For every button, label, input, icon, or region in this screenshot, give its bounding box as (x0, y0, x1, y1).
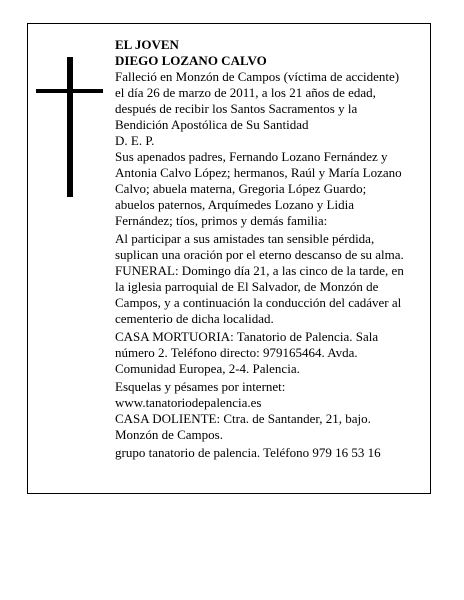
family-line: Fernández; tíos, primos y demás familia: (115, 213, 328, 228)
internet-line: Esquelas y pésames por internet: (115, 379, 286, 394)
family-line: abuelos paternos, Arquímedes Lozano y Lidia (115, 197, 354, 212)
cross-icon-horizontal-bar (36, 89, 103, 93)
deceased-name: DIEGO LOZANO CALVO (115, 53, 267, 68)
family-line: Antonia Calvo López; hermanos, Raúl y María Lozano (115, 165, 402, 180)
funeral-line: Campos, y a continuación la conducción del cadáver al (115, 295, 402, 310)
death-line: Bendición Apostólica de Su Santidad (115, 117, 309, 132)
mortuary-line: número 2. Teléfono directo: 979165464. Avda. (115, 345, 358, 360)
death-line: después de recibir los Santos Sacramentos y la (115, 101, 358, 116)
doliente-line: CASA DOLIENTE: Ctra. de Santander, 21, bajo. (115, 411, 371, 426)
family-line: Calvo; abuela materna, Gregoria López Guardo; (115, 181, 367, 196)
death-line: el día 26 de marzo de 2011, a los 21 años de edad, (115, 85, 376, 100)
footer-line: grupo tanatorio de palencia. Teléfono 979 16 53 16 (115, 445, 381, 460)
request-line: Al participar a sus amistades tan sensible pérdida, (115, 231, 375, 246)
death-line: Falleció en Monzón de Campos (víctima de accidente) (115, 69, 400, 84)
mortuary-line: Comunidad Europea, 2-4. Palencia. (115, 361, 300, 376)
cross-icon-vertical-bar (67, 57, 73, 197)
header-line: EL JOVEN (115, 37, 179, 52)
funeral-line: FUNERAL: Domingo día 21, a las cinco de la tarde, en (115, 263, 404, 278)
website-link: www.tanatoriodepalencia.es (115, 395, 262, 410)
mortuary-line: CASA MORTUORIA: Tanatorio de Palencia. Sala (115, 329, 379, 344)
funeral-line: la iglesia parroquial de El Salvador, de Monzón de (115, 279, 379, 294)
request-line: suplican una oración por el eterno descanso de su alma. (115, 247, 404, 262)
notice-text (115, 37, 427, 461)
family-line: Sus apenados padres, Fernando Lozano Fernández y (115, 149, 388, 164)
funeral-line: cementerio de dicha localidad. (115, 311, 274, 326)
dep-line: D. E. P. (115, 133, 155, 148)
doliente-line: Monzón de Campos. (115, 427, 223, 442)
